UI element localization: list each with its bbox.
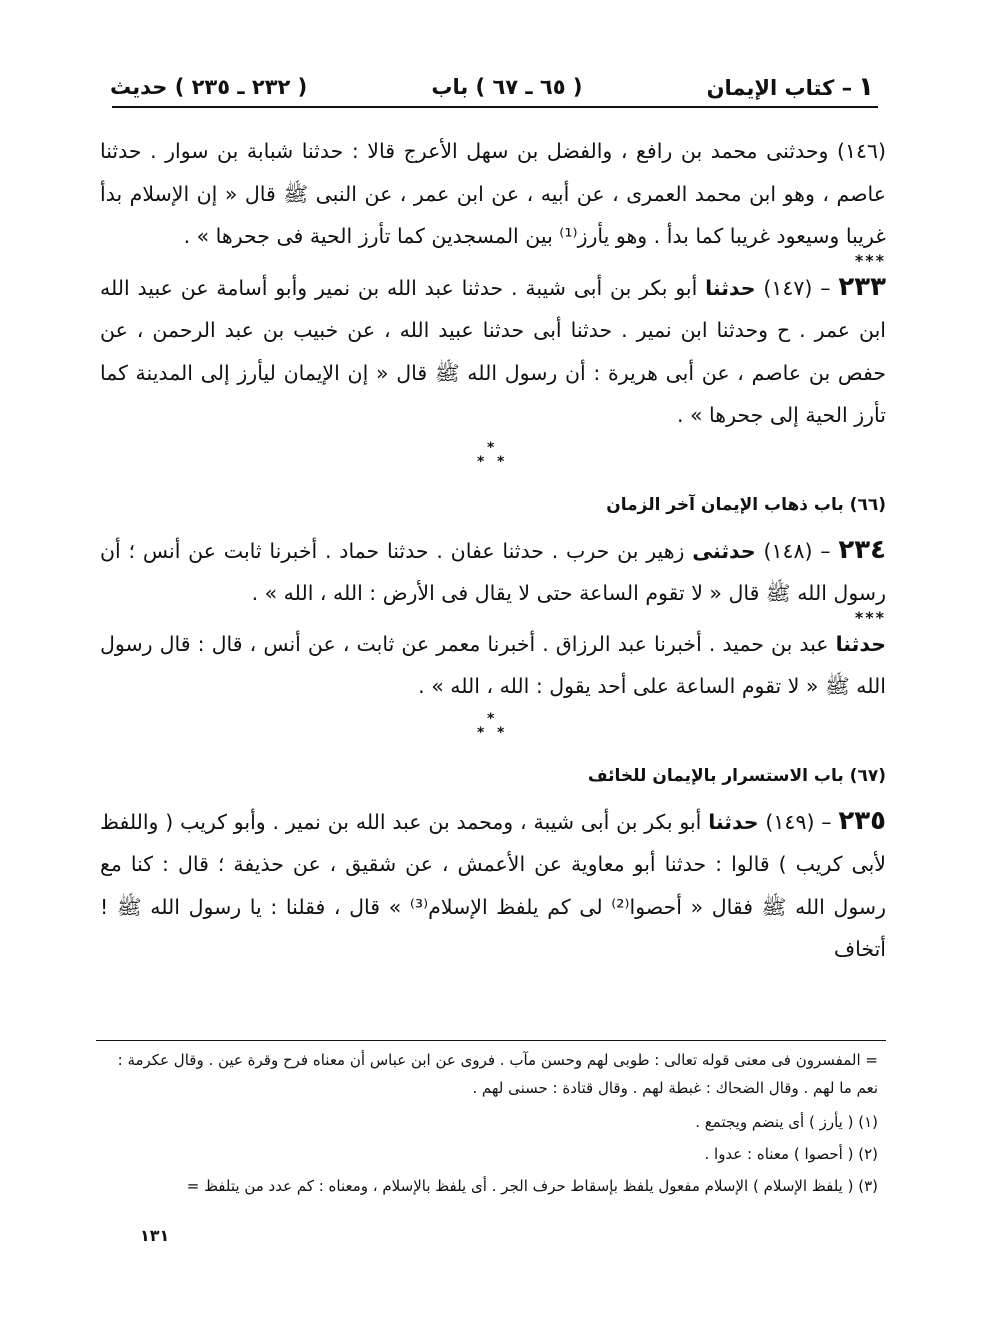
hadith-sub-number: (١٤٨)	[763, 538, 813, 563]
chapter-heading-66: (٦٦) باب ذهاب الإيمان آخر الزمان	[606, 494, 886, 515]
separator-stars: ***	[854, 250, 886, 270]
hadith-234-variant	[100, 623, 886, 708]
hadith-234	[100, 529, 886, 615]
hadith-text: أبو بكر بن أبى شيبة . حدثنا عبد الله بن نمير وأبو أسامة عن عبيد الله ابن عمر . ح وحدثنا ابن نمير . حدثنا أبى حدثنا عبيد الله ، عن خبيب بن عبد الرحمن ، عن حفص بن عاصم ، عن أبى هريرة : أن رسول الله ﷺ قال « إن الإيمان ليأرز إلى المدينة كما تأرز الحية إلى جحرها » .	[100, 275, 886, 427]
hadith-233	[100, 266, 886, 437]
hadith-text: عبد بن حميد . أخبرنا عبد الرزاق . أخبرنا معمر عن ثابت ، عن أنس ، قال : قال رسول الله ﷺ « لا تقوم الساعة على أحد يقول : الله ، الله » .	[100, 631, 886, 698]
hadith-number: ٢٣٤	[838, 534, 886, 565]
section-stars: * * *	[477, 439, 505, 470]
hadith-lead: حدثنى	[692, 538, 756, 563]
header-rule	[112, 106, 878, 108]
footnotes	[96, 1046, 878, 1202]
footnote-continuation: = المفسرون فى معنى قوله تعالى : طوبى لهم وحسن مآب . فروى عن ابن عباس أن معناه فرح وقرة عين . وقال عكرمة : نعم ما لهم . وقال الضحاك : غبطة لهم . وقال قتادة : حسنى لهم .	[117, 1051, 878, 1097]
section-stars: * * *	[477, 710, 505, 741]
header-book-number: ١	[858, 72, 874, 102]
page-number: ١٣١	[140, 1226, 170, 1245]
hadith-lead: حدثنا	[705, 275, 756, 300]
chapter-heading-67: (٦٧) باب الاستسرار بالإيمان للخائف	[587, 765, 886, 786]
hadith-number: ٢٣٣	[838, 271, 886, 302]
hadith-sub-number: (١٤٦)	[836, 139, 886, 163]
hadith-146	[100, 130, 886, 258]
footnote-3: (٣) ( يلفظ الإسلام ) الإسلام مفعول يلفظ بإسقاط حرف الجر . أى يلفظ بالإسلام ، ومعناه : كم عدد من يتلفظ =	[186, 1177, 878, 1195]
hadith-dash: –	[820, 275, 831, 300]
header-book-title	[707, 72, 874, 102]
running-header	[110, 70, 874, 104]
hadith-text: أبو بكر بن أبى شيبة ، ومحمد بن عبد الله بن نمير . وأبو كريب ( واللفظ لأبى كريب ) قالوا : حدثنا أبو معاوية عن الأعمش ، عن شقيق ، عن حذيفة ؛ قال : كنا مع رسول الله ﷺ فقال « أحصوا⁽²⁾ لى كم يلفظ الإسلام⁽³⁾ » قال ، فقلنا : يا رسول الله ﷺ ! أتخاف	[100, 809, 886, 961]
header-chapters: ( ٦٥ ـ ٦٧ ) باب	[431, 75, 583, 99]
hadith-dash: –	[821, 809, 832, 834]
header-hadith-range: ( ٢٣٢ ـ ٢٣٥ ) حديث	[110, 75, 308, 99]
hadith-lead: حدثنا	[708, 809, 759, 834]
hadith-number: ٢٣٥	[838, 805, 886, 836]
hadith-lead: حدثنا	[835, 631, 886, 656]
footnote-2: (٢) ( أحصوا ) معناه : عدوا .	[704, 1145, 878, 1163]
hadith-sub-number: (١٤٧)	[763, 275, 813, 300]
footnote-1: (١) ( يأرز ) أى ينضم ويجتمع .	[695, 1113, 878, 1131]
header-book-name: – كتاب الإيمان	[706, 76, 853, 100]
footnote-rule	[96, 1040, 886, 1041]
hadith-sub-number: (١٤٩)	[765, 809, 815, 834]
hadith-text: زهير بن حرب . حدثنا عفان . حدثنا حماد . أخبرنا ثابت عن أنس ؛ أن رسول الله ﷺ قال « لا تقوم الساعة حتى لا يقال فى الأرض : الله ، الله » .	[100, 538, 886, 605]
hadith-dash: –	[820, 538, 831, 563]
hadith-text: وحدثنى محمد بن رافع ، والفضل بن سهل الأعرج قالا : حدثنا شبابة بن سوار . حدثنا عاصم ، وهو ابن محمد العمرى ، عن أبيه ، عن ابن عمر ، عن النبى ﷺ قال « إن الإسلام بدأ غريبا وسيعود غريبا كما بدأ . وهو يأرز⁽¹⁾ بين المسجدين كما تأرز الحية فى جحرها » .	[100, 139, 886, 248]
separator-stars: ***	[854, 607, 886, 627]
hadith-235	[100, 800, 886, 971]
main-text	[100, 130, 886, 971]
